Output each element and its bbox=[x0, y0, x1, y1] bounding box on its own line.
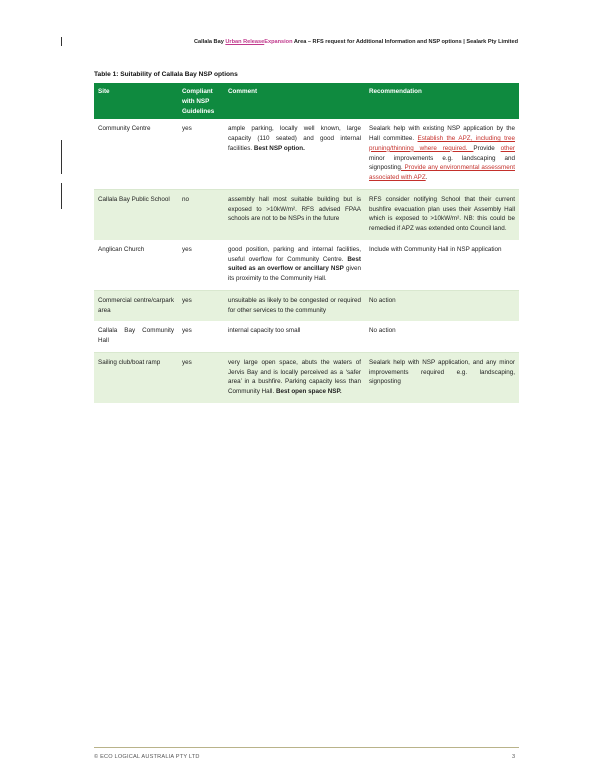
rec-inserted-text: other bbox=[500, 144, 515, 152]
table-row bbox=[94, 240, 519, 291]
rec-inserted-text: Establish the APZ, including tree pruning/thinning where required. bbox=[369, 135, 516, 152]
cell-comment bbox=[224, 352, 365, 403]
rec-inserted-text: . Provide any environmental assessment associated with APZ bbox=[369, 164, 515, 181]
column-header-comment: Comment bbox=[224, 83, 365, 119]
table-row bbox=[94, 321, 519, 352]
column-header-compliant: Compliant with NSP Guidelines bbox=[178, 83, 224, 119]
revision-bar bbox=[61, 140, 62, 174]
cell-site: Callala Bay Public School bbox=[94, 189, 178, 240]
column-header-recommendation: Recommendation bbox=[365, 83, 519, 119]
header-deleted-text: Expansion bbox=[264, 39, 293, 45]
cell-recommendation bbox=[365, 119, 519, 189]
footer-copyright: © ECO LOGICAL AUSTRALIA PTY LTD bbox=[94, 754, 200, 760]
cell-recommendation: No action bbox=[365, 290, 519, 321]
table-header-row bbox=[94, 83, 519, 119]
cell-site: Commercial centre/carpark area bbox=[94, 290, 178, 321]
cell-site: Sailing club/boat ramp bbox=[94, 352, 178, 403]
header-suffix: Area – RFS request for Additional Information and NSP options | Sealark Pty Limited bbox=[292, 39, 518, 45]
cell-comment: assembly hall most suitable building but is exposed to >10kW/m². RFS advised FPAA schools are not to be NSPs in the future bbox=[224, 189, 365, 240]
comment-text: ample parking, locally well known, large capacity (110 seated) and good internal facilities. bbox=[228, 125, 361, 152]
comment-text: very large open space, abuts the waters of Jervis Bay and is locally perceived as a ‘safer area’ in a bushfire. Parking capacity less than Community Hall. bbox=[228, 358, 361, 395]
table-row bbox=[94, 352, 519, 403]
table-row bbox=[94, 189, 519, 240]
comment-text: given its proximity to the Community Hall. bbox=[228, 265, 361, 282]
revision-bar bbox=[61, 183, 62, 209]
running-header bbox=[90, 39, 518, 45]
cell-site: Community Centre bbox=[94, 119, 178, 189]
revision-bar bbox=[61, 37, 62, 46]
rec-text: minor improvements e.g. landscaping and signposting bbox=[369, 154, 515, 172]
column-header-site: Site bbox=[94, 83, 178, 119]
table-caption: Table 1: Suitability of Callala Bay NSP options bbox=[94, 71, 238, 78]
cell-compliant: no bbox=[178, 189, 224, 240]
comment-bold-text: Best NSP option. bbox=[253, 144, 305, 152]
cell-comment bbox=[224, 119, 365, 189]
cell-site: Anglican Church bbox=[94, 240, 178, 291]
cell-comment bbox=[224, 240, 365, 291]
cell-recommendation: Include with Community Hall in NSP application bbox=[365, 240, 519, 291]
table-row bbox=[94, 119, 519, 189]
cell-comment: unsuitable as likely to be congested or required for other services to the community bbox=[224, 290, 365, 321]
nsp-options-table bbox=[94, 83, 519, 403]
cell-recommendation: RFS consider notifying School that their current bushfire evacuation plan uses their Assembly Hall which is exposed to >10kW/m². NB: this could be remedied if APZ was extended onto Council land. bbox=[365, 189, 519, 240]
rec-text: . bbox=[425, 174, 428, 181]
cell-compliant: yes bbox=[178, 290, 224, 321]
footer-divider bbox=[94, 747, 519, 748]
cell-comment: internal capacity too small bbox=[224, 321, 365, 352]
comment-text: good position, parking and internal facilities, useful overflow for Community Centre. bbox=[228, 245, 361, 263]
header-inserted-text: Urban Release bbox=[225, 39, 265, 45]
table-row bbox=[94, 290, 519, 321]
rec-text: Provide bbox=[473, 144, 501, 152]
page-number: 3 bbox=[512, 754, 516, 760]
cell-site: Callala Bay Community Hall bbox=[94, 321, 178, 352]
comment-bold-text: Best open space NSP. bbox=[275, 388, 342, 395]
cell-recommendation: No action bbox=[365, 321, 519, 352]
cell-recommendation: Sealark help with NSP application, and any minor improvements required e.g. landscaping, signposting bbox=[365, 352, 519, 403]
rec-text: Sealark help with existing NSP application by the Hall committee. bbox=[369, 125, 515, 142]
cell-compliant: yes bbox=[178, 321, 224, 352]
comment-bold-text: Best suited as an overflow or ancillary NSP bbox=[228, 255, 361, 273]
cell-compliant: yes bbox=[178, 352, 224, 403]
header-prefix: Callala Bay bbox=[193, 39, 226, 45]
cell-compliant: yes bbox=[178, 240, 224, 291]
cell-compliant: yes bbox=[178, 119, 224, 189]
